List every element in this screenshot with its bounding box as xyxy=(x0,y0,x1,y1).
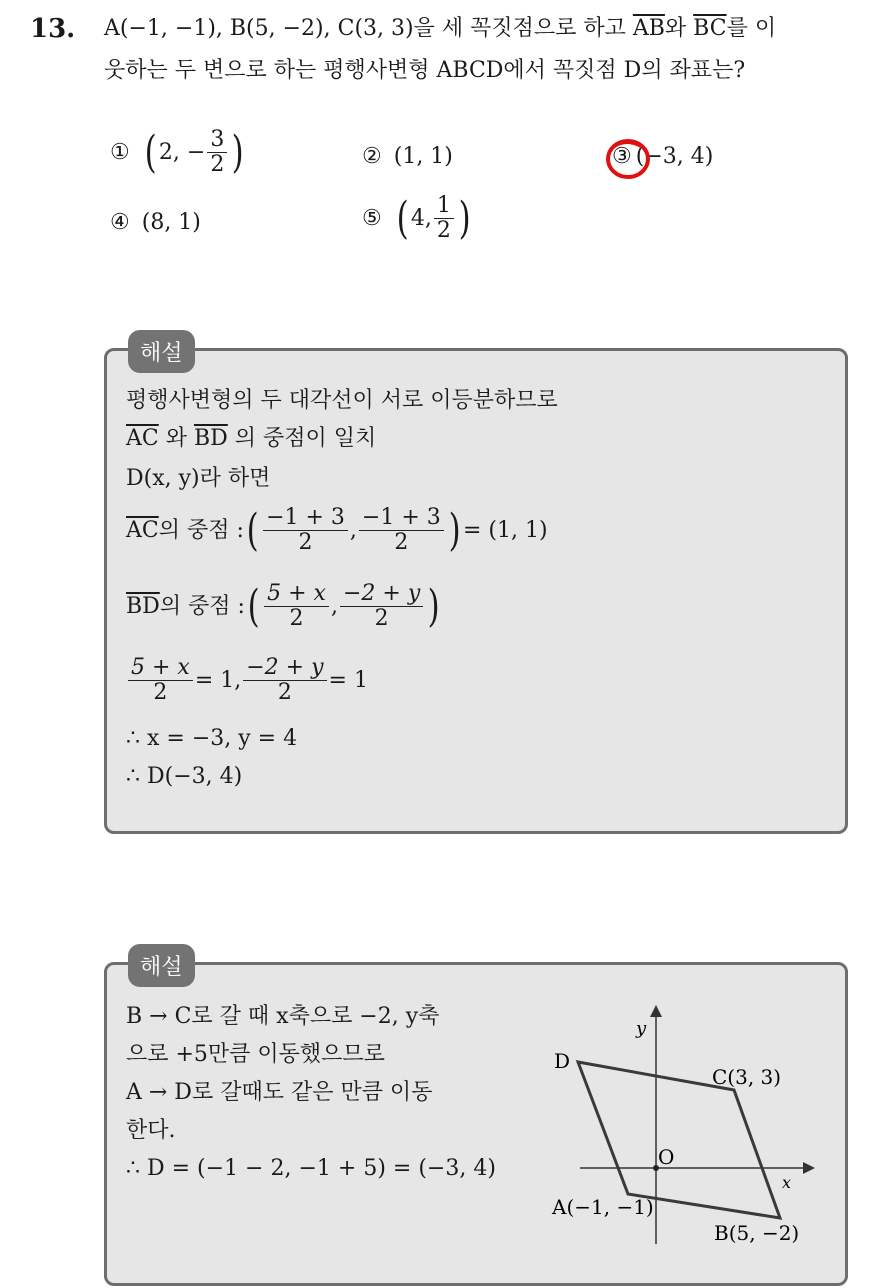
sol1-line-6: $\frac{5 + x}{2}$ = 1, $\frac{-2 + y}{2}$ = 1 xyxy=(126,656,368,705)
choice-value: (8, 1) xyxy=(141,210,201,235)
question-text: A(−1, −1), B(5, −2), C(3, 3)을 세 꼭짓점으로 하고 xyxy=(104,16,633,41)
choice-number: ④ xyxy=(110,210,130,235)
segment-bc: $\overline{BC}$ xyxy=(693,16,727,41)
choice-4[interactable] xyxy=(110,210,201,235)
choice-value: (−3, 4) xyxy=(635,144,714,169)
sol1-line-4: $\overline{AC}$ 의 중점 : ( $\frac{-1 + 3}{2}$ , $\frac{-1 + 3}{2}$ ) = (1, 1) xyxy=(126,504,548,556)
answer-circle-mark xyxy=(602,136,656,182)
sol1-line-1: 평행사변형의 두 대각선이 서로 이등분하므로 xyxy=(126,388,558,413)
choice-5[interactable]: ⑤ ( 4, $\frac{1}{2}$ ) xyxy=(362,192,471,244)
solution-tag-1: 해설 xyxy=(128,330,195,373)
choice-1[interactable]: ① ( 2, − $\frac{3}{2}$ ) xyxy=(110,126,244,178)
sol2-line-4: 한다. xyxy=(126,1118,176,1143)
choice-number: ⑤ xyxy=(362,206,382,232)
sol1-line-8: ∴ D(−3, 4) xyxy=(126,764,243,789)
y-axis-label: y xyxy=(636,1018,647,1039)
fraction: $\frac{1}{2}$ xyxy=(434,194,454,243)
question-line-1 xyxy=(104,14,776,44)
question-number: 13. xyxy=(30,14,76,44)
sol1-line-7: ∴ x = −3, y = 4 xyxy=(126,726,298,751)
question-text: 를 이 xyxy=(726,16,777,41)
sol2-line-5: ∴ D = (−1 − 2, −1 + 5) = (−3, 4) xyxy=(126,1156,496,1181)
sol2-line-1: B → C로 갈 때 x축으로 −2, y축 xyxy=(126,1004,440,1029)
solution-tag-2: 해설 xyxy=(128,944,195,987)
choice-2[interactable] xyxy=(362,144,453,169)
fraction: $\frac{3}{2}$ xyxy=(207,128,227,177)
parallelogram-diagram xyxy=(540,1000,830,1260)
sol2-line-3: A → D로 갈때도 같은 만큼 이동 xyxy=(126,1080,433,1105)
point-c-label: C(3, 3) xyxy=(712,1065,782,1089)
choice-number: ② xyxy=(362,144,382,169)
choice-value: (1, 1) xyxy=(393,144,453,169)
sol1-line-2: $\overline{AC}$ 와 $\overline{BD}$ 의 중점이 일치 xyxy=(126,426,377,451)
segment-ab: $\overline{AB}$ xyxy=(632,16,665,41)
choice-value: 2, − xyxy=(158,140,206,166)
sol2-line-2: 으로 +5만큼 이동했으므로 xyxy=(126,1042,385,1067)
question-line-2: 웃하는 두 변으로 하는 평행사변형 ABCD에서 꼭짓점 D의 좌표는? xyxy=(104,58,746,83)
question-text: 와 xyxy=(664,16,694,41)
choice-number: ③ xyxy=(612,144,632,169)
origin-label: O xyxy=(658,1145,675,1169)
point-b-label: B(5, −2) xyxy=(714,1221,800,1245)
x-axis-label: x xyxy=(782,1173,792,1192)
point-a-label: A(−1, −1) xyxy=(552,1195,654,1219)
sol1-line-3: D(x, y)라 하면 xyxy=(126,466,271,491)
point-d-label: D xyxy=(554,1049,571,1073)
choice-number: ① xyxy=(110,140,130,166)
choice-value: 4, xyxy=(410,206,432,232)
sol1-line-5: $\overline{BD}$ 의 중점 : ( $\frac{5 + x}{2}$ , $\frac{-2 + y}{2}$ ) xyxy=(126,580,440,632)
